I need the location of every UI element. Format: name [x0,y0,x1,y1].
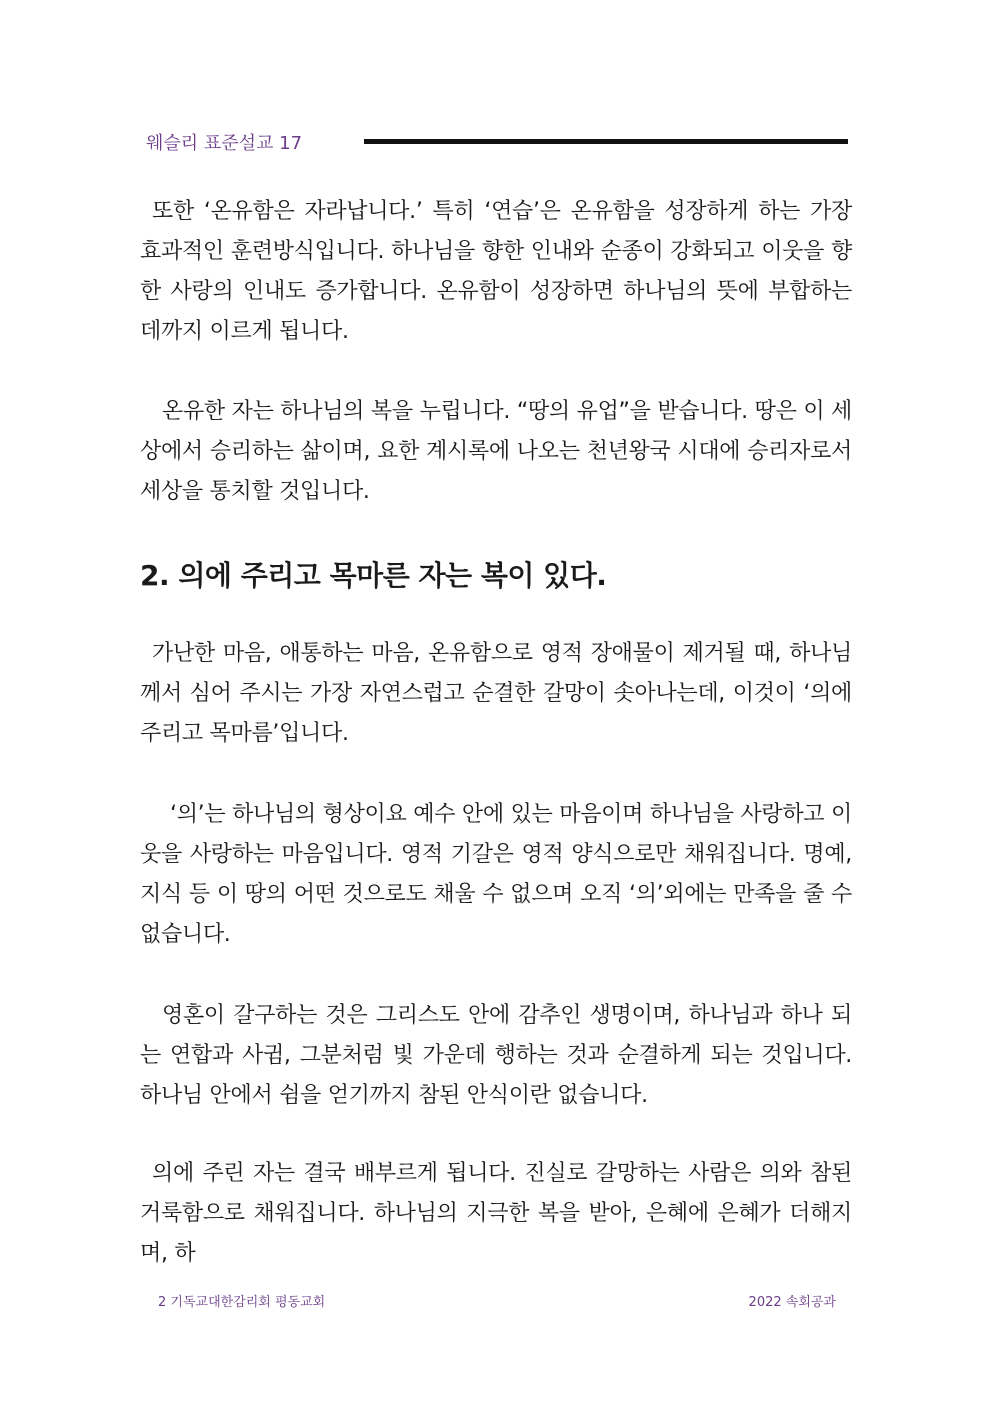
page-footer [158,1291,836,1315]
header-rule [364,139,848,144]
paragraph-filled: 의에 주린 자는 결국 배부르게 됩니다. 진실로 갈망하는 사람은 의와 참된 거룩함으로 채워집니다. 하나님의 지극한 복을 받아, 은혜에 은혜가 더해지며, 하 [140,1161,852,1266]
paragraph-meek-blessing: 온유한 자는 하나님의 복을 누립니다. “땅의 유업”을 받습니다. 땅은 이 세상에서 승리하는 삶이며, 요한 계시록에 나오는 천년왕국 시대에 승리자로서 세상을 통치할 것입니다. [140,399,852,504]
paragraph-hunger-thirst: 가난한 마음, 애통하는 마음, 온유함으로 영적 장애물이 제거될 때, 하나님께서 심어 주시는 가장 자연스럽고 순결한 갈망이 솟아나는데, 이것이 ‘의에 주리고 목마름’입니다. [140,641,852,746]
header-title: 웨슬리 표준설교 17 [146,133,303,154]
page-header [146,128,848,160]
section-heading: 2. 의에 주리고 목마른 자는 복이 있다. [140,559,607,592]
paragraph-righteousness: ‘의’는 하나님의 형상이요 예수 안에 있는 마음이며 하나님을 사랑하고 이웃을 사랑하는 마음입니다. 영적 기갈은 영적 양식으로만 채워집니다. 명예, 지식 등 이 땅의 어떤 것으로도 채울 수 없으며 오직 ‘의’외에는 만족을 줄 수 없습니다. [140,802,852,947]
footer-course-title: 2022 속회공과 [748,1295,836,1310]
paragraph-soul-longing: 영혼이 갈구하는 것은 그리스도 안에 감추인 생명이며, 하나님과 하나 되는 연합과 사귐, 그분처럼 빛 가운데 행하는 것과 순결하게 되는 것입니다. 하나님 안에서 쉼을 얻기까지 참된 안식이란 없습니다. [140,1003,852,1108]
footer-page-church: 2 기독교대한감리회 평동교회 [158,1295,326,1310]
paragraph-meekness-grows: 또한 ‘온유함은 자라납니다.’ 특히 ‘연습’은 온유함을 성장하게 하는 가장 효과적인 훈련방식입니다. 하나님을 향한 인내와 순종이 강화되고 이웃을 향한 사랑의 인내도 증가합니다. 온유함이 성장하면 하나님의 뜻에 부합하는 데까지 이르게 됩니다. [140,199,852,344]
